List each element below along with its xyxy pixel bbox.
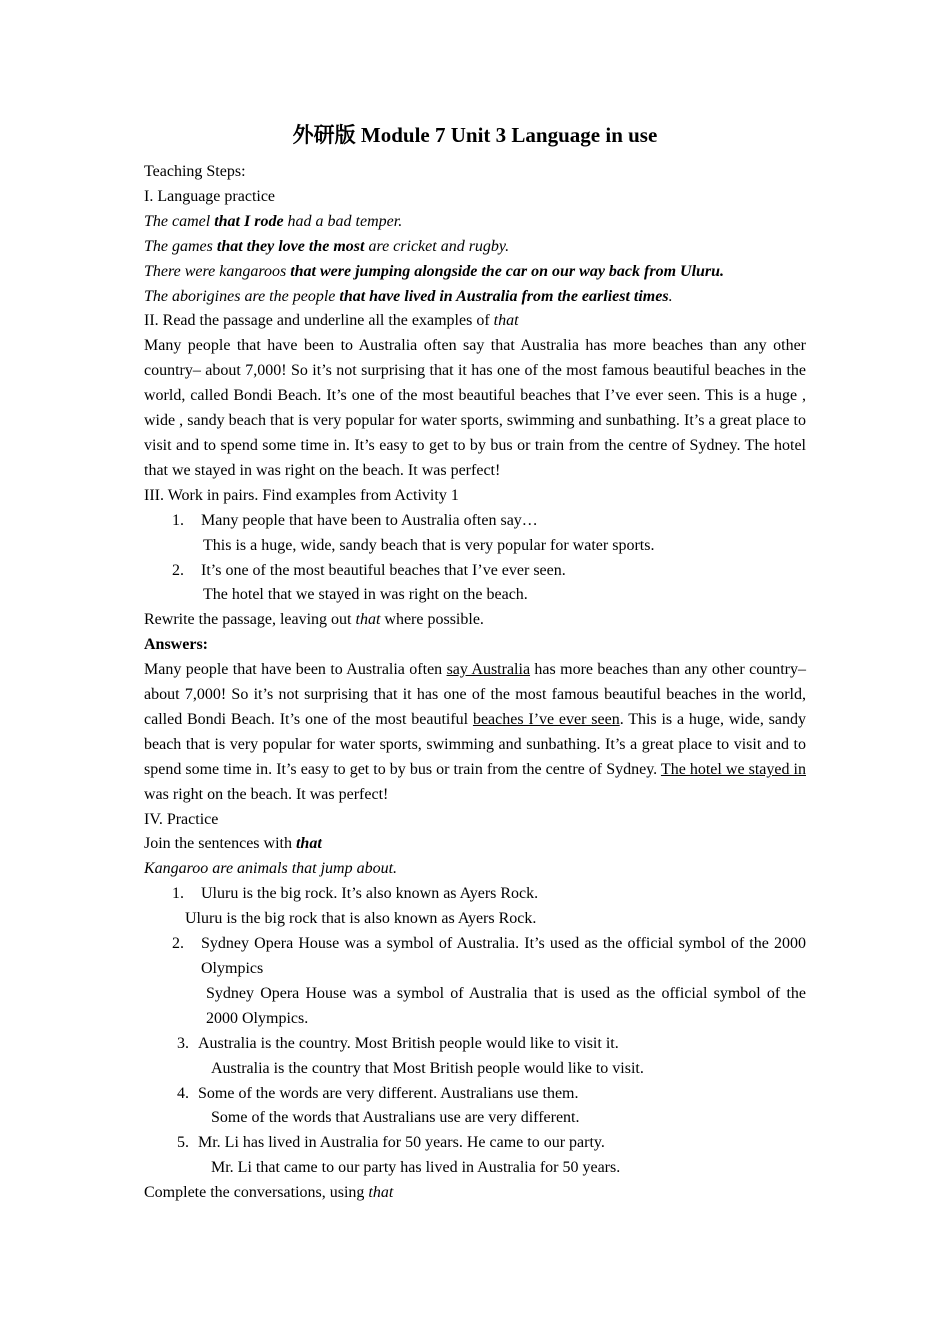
list-item-answer: Mr. Li that came to our party has lived in Australia for 50 years. (211, 1159, 621, 1177)
list-item: 1. Uluru is the big rock. It’s also known as Ayers Rock. (172, 885, 539, 903)
section3-heading: III. Work in pairs. Find examples from Activity 1 (144, 486, 459, 504)
section1-heading: I. Language practice (144, 187, 276, 205)
list-item: 2. Sydney Opera House was a symbol of Australia. It’s used as the official symbol of the 2000 Olympics (172, 935, 806, 977)
list-item-continuation: This is a huge, wide, sandy beach that is very popular for water sports. (203, 536, 655, 554)
join-instruction: Join the sentences with that (144, 835, 322, 853)
list-item: 3. Australia is the country. Most British people would like to visit it. (177, 1034, 619, 1052)
answers-label: Answers: (144, 636, 208, 654)
answer-passage: Many people that have been to Australia often say Australia has more beaches than any other country– about 7,000! So it’s not surprising that it has one of the most famous beautiful beaches in the world, called Bondi Beach. It’s one of the most beautiful beaches I’ve ever seen. This is a huge, wide, sandy beach that is very popular for water sports, swimming and sunbathing. It’s a great place to visit and to spend some time in. It’s easy to get to by bus or train from the centre of Sydney. The hotel we stayed in was right on the beach. It was perfect! (144, 661, 806, 803)
list-item: 2. It’s one of the most beautiful beaches that I’ve ever seen. (172, 561, 566, 579)
list-item: 1. Many people that have been to Australia often say… (172, 511, 538, 529)
practice-list (144, 882, 806, 1181)
list-item-answer: Australia is the country that Most British people would like to visit. (211, 1059, 644, 1077)
list-item: 4. Some of the words are very different. Australians use them. (177, 1084, 579, 1102)
list-item: 5. Mr. Li has lived in Australia for 50 years. He came to our party. (177, 1134, 605, 1152)
document (144, 120, 806, 1206)
activity-examples-list (144, 509, 806, 609)
section4-heading: IV. Practice (144, 810, 219, 828)
example-sentence: There were kangaroos that were jumping alongside the car on our way back from Uluru. (144, 262, 725, 280)
complete-instruction: Complete the conversations, using that (144, 1184, 394, 1202)
list-item-answer: Some of the words that Australians use are very different. (211, 1109, 580, 1127)
list-item-continuation: The hotel that we stayed in was right on the beach. (203, 586, 528, 604)
list-item-answer: Sydney Opera House was a symbol of Australia that is used as the official symbol of the 2000 Olympics. (206, 984, 806, 1027)
teaching-steps-label: Teaching Steps: (144, 163, 246, 180)
example-sentence: The games that they love the most are cricket and rugby. (144, 237, 510, 255)
document-title: 外研版 Module 7 Unit 3 Language in use (292, 123, 658, 147)
section2-heading: II. Read the passage and underline all the examples of that (144, 312, 519, 330)
practice-example: Kangaroo are animals that jump about. (144, 860, 398, 878)
example-sentence: The aborigines are the people that have lived in Australia from the earliest times. (144, 287, 673, 305)
rewrite-instruction: Rewrite the passage, leaving out that where possible. (144, 611, 484, 629)
list-item-answer: Uluru is the big rock that is also known as Ayers Rock. (185, 910, 537, 928)
example-sentence: The camel that I rode had a bad temper. (144, 212, 403, 230)
reading-passage: Many people that have been to Australia often say that Australia has more beaches than any other country– about 7,000! So it’s not surprising that it has one of the most famous beautiful beaches in the world, called Bondi Beach. It’s one of the most beautiful beaches that I’ve ever seen. This is a huge , wide , sandy beach that is very popular for water sports, swimming and sunbathing. It’s a great place to visit and to spend some time in. It’s easy to get to by bus or train from the centre of Sydney. The hotel that we stayed in was right on the beach. It was perfect! (144, 337, 806, 479)
